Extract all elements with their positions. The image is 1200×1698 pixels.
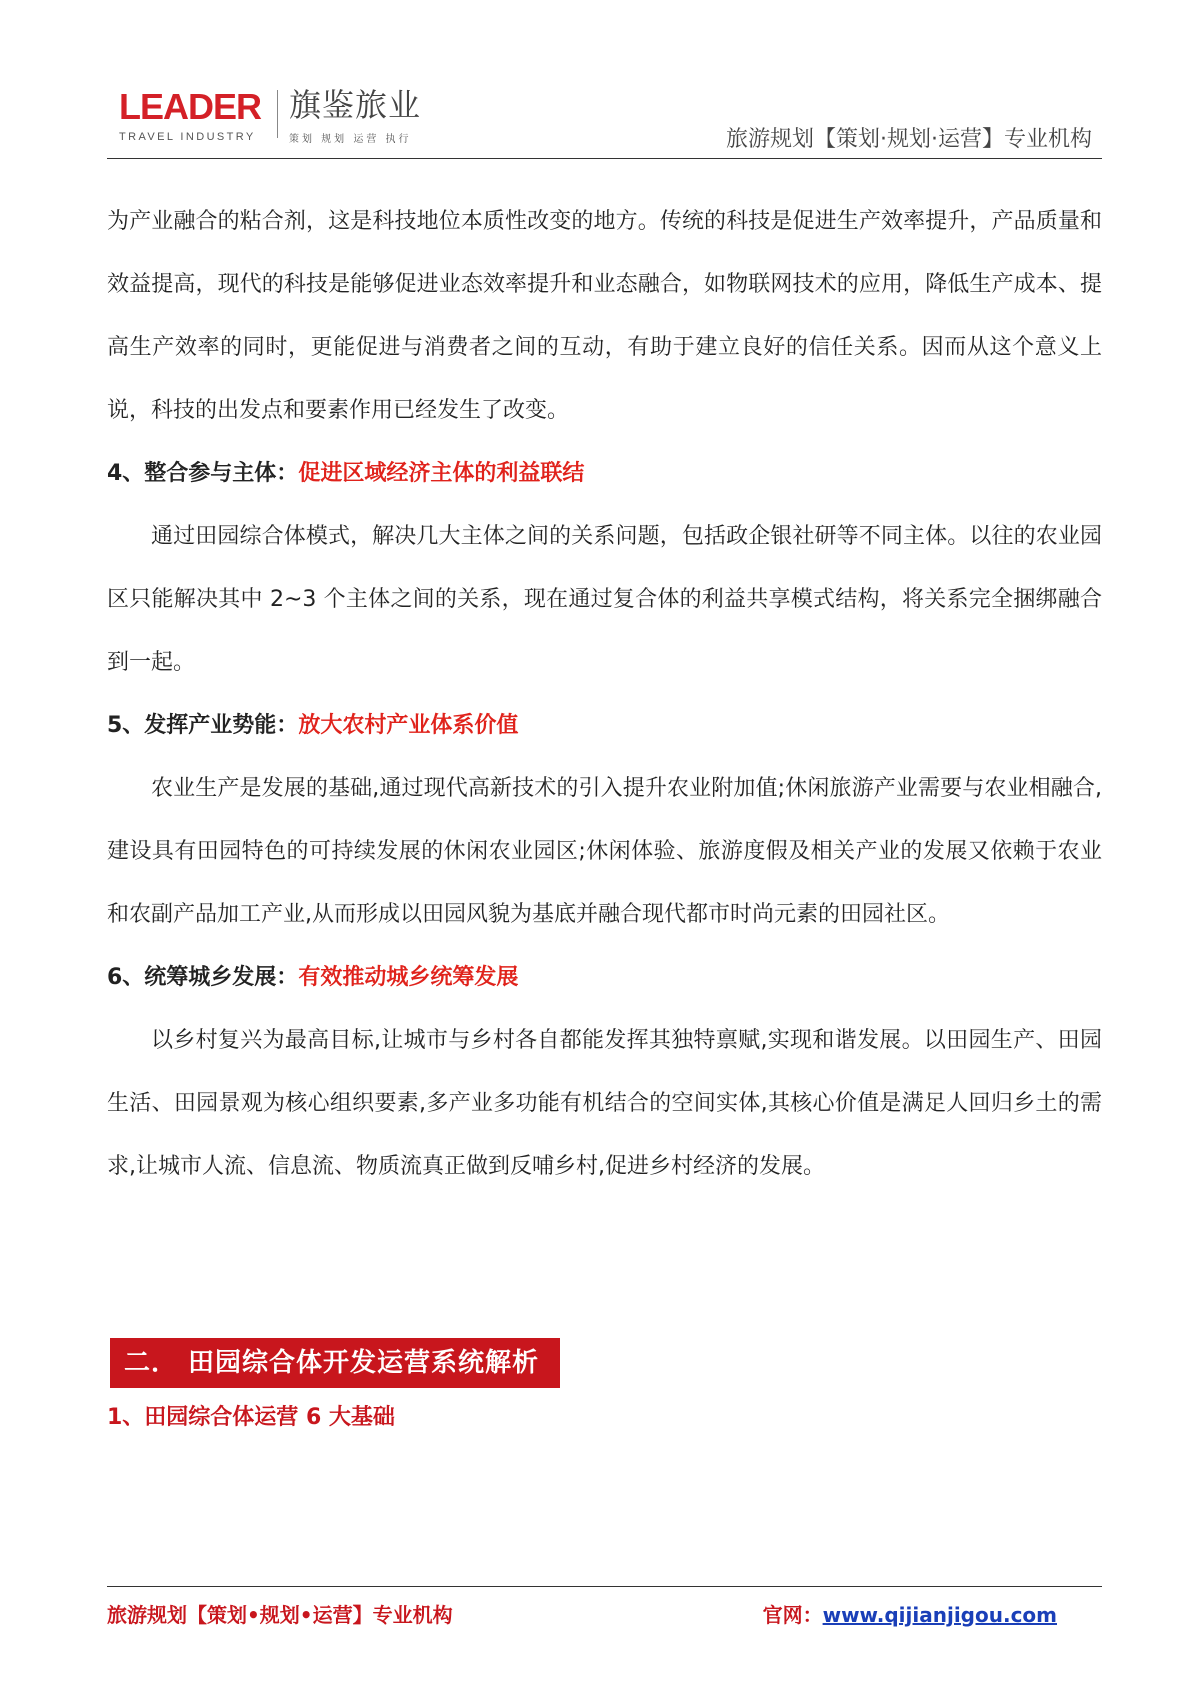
logo-chinese-subtitle: 策划 规划 运营 执行: [289, 134, 412, 145]
footer-website: [763, 1599, 1057, 1628]
page-header: [107, 82, 1102, 159]
heading-5-highlight: 放大农村产业体系价值: [298, 713, 519, 738]
heading-4-label: 4、整合参与主体：: [107, 461, 299, 486]
heading-6-highlight: 有效推动城乡统筹发展: [298, 965, 519, 990]
logo-divider: [277, 90, 278, 138]
heading-4-highlight: 促进区域经济主体的利益联结: [298, 461, 585, 486]
heading-4: [107, 442, 1102, 505]
logo-chinese-name: 旗鉴旅业: [289, 86, 422, 124]
paragraph-5: 农业生产是发展的基础,通过现代高新技术的引入提升农业附加值;休闲旅游产业需要与农业相融合,建设具有田园特色的可持续发展的休闲农业园区;休闲体验、旅游度假及相关产业的发展又依赖于农业和农副产品加工产业,从而形成以田园风貌为基底并融合现代都市时尚元素的田园社区。: [107, 776, 1102, 927]
logo-wordmark: LEADER: [119, 86, 262, 127]
section-banner: 二． 田园综合体开发运营系统解析: [110, 1338, 560, 1388]
section-sub-heading: 1、田园综合体运营 6 大基础: [107, 1405, 395, 1430]
footer-site-link[interactable]: www.qijianjigou.com: [822, 1603, 1057, 1627]
heading-6-label: 6、统筹城乡发展：: [107, 965, 299, 990]
paragraph-tech: 为产业融合的粘合剂，这是科技地位本质性改变的地方。传统的科技是促进生产效率提升，产品质量和效益提高，现代的科技是能够促进业态效率提升和业态融合，如物联网技术的应用，降低生产成本、提高生产效率的同时，更能促进与消费者之间的互动，有助于建立良好的信任关系。因而从这个意义上说，科技的出发点和要素作用已经发生了改变。: [107, 209, 1102, 423]
paragraph-6: 以乡村复兴为最高目标,让城市与乡村各自都能发挥其独特禀赋,实现和谐发展。以田园生产、田园生活、田园景观为核心组织要素,多产业多功能有机结合的空间实体,其核心价值是满足人回归乡土的需求,让城市人流、信息流、物质流真正做到反哺乡村,促进乡村经济的发展。: [107, 1028, 1102, 1179]
header-tagline: 旅游规划【策划·规划·运营】专业机构: [726, 127, 1092, 152]
heading-6: [107, 946, 1102, 1009]
footer-site-label: 官网：: [762, 1603, 823, 1627]
page-footer: [107, 1586, 1102, 1627]
heading-5: [107, 694, 1102, 757]
footer-tagline: 旅游规划【策划•规划•运营】专业机构: [107, 1603, 453, 1627]
paragraph-4: 通过田园综合体模式，解决几大主体之间的关系问题，包括政企银社研等不同主体。以往的农业园区只能解决其中 2~3 个主体之间的关系，现在通过复合体的利益共享模式结构，将关系完全捆绑融合到一起。: [107, 524, 1102, 675]
logo-subtitle: TRAVEL INDUSTRY: [119, 131, 256, 143]
heading-5-label: 5、发挥产业势能：: [107, 713, 299, 738]
document-body: [107, 190, 1102, 1198]
logo-chinese: [289, 86, 421, 145]
leader-logo: [119, 88, 261, 143]
